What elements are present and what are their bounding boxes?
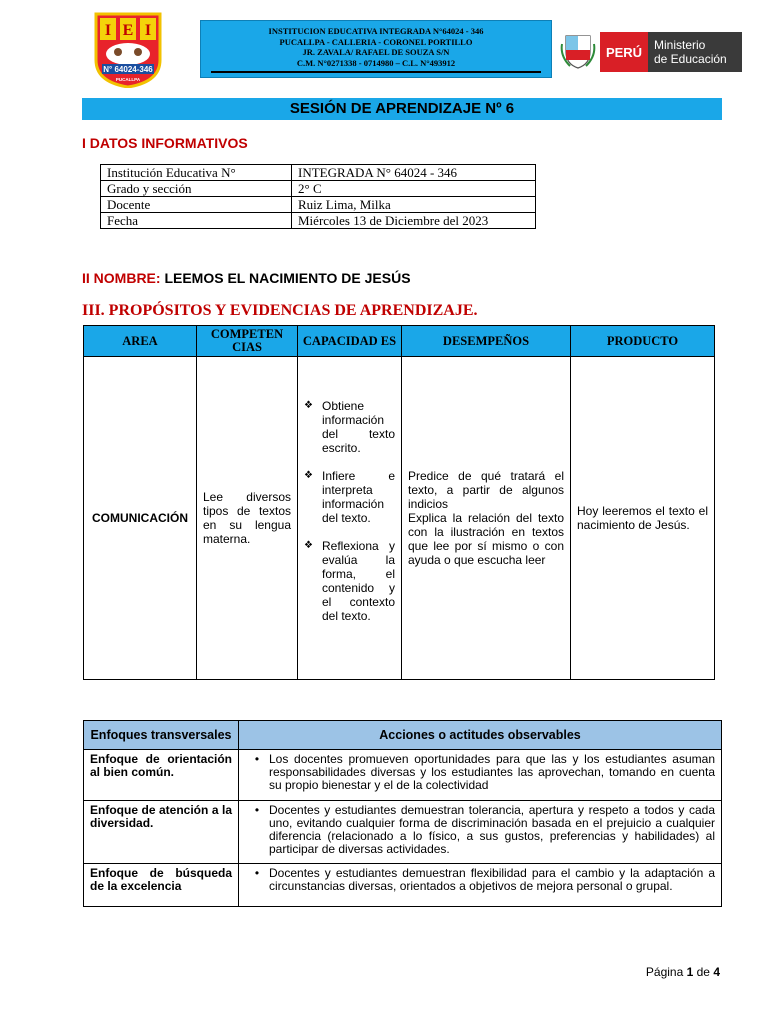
school-logo	[94, 12, 162, 88]
page-prefix: Página	[645, 965, 687, 979]
competencia-cell: Lee diversos tipos de textos en su lengua materna.	[197, 357, 298, 680]
table-row	[84, 750, 722, 801]
ministry-line-1: Ministerio	[654, 38, 706, 52]
enfoque-name: Enfoque de orientación al bien común.	[84, 750, 239, 801]
minedu-logo	[560, 26, 742, 78]
datos-key: Fecha	[101, 213, 292, 229]
enfoque-action-text: Docentes y estudiantes demuestran flexibilidad para el cambio y la adaptación a circunstancias diversas, orientados a objetivos de mejora personal o grupal.	[269, 866, 715, 893]
capacidad-text: Obtiene información del texto escrito.	[322, 399, 395, 455]
desempeno-text: Explica la relación del texto con la ilustración en textos que lee por sí mismo o con ayuda o que escucha leer	[408, 511, 564, 567]
enfoques-table	[83, 720, 722, 907]
datos-value: Ruiz Lima, Milka	[292, 197, 536, 213]
total-pages: 4	[713, 965, 720, 979]
peru-coat-of-arms-icon	[560, 30, 596, 70]
datos-value: Miércoles 13 de Diciembre del 2023	[292, 213, 536, 229]
header-line-1: INSTITUCION EDUCATIVA INTEGRADA N°64024 - 346	[268, 26, 484, 36]
bullet-icon: •	[254, 866, 260, 880]
bullet-icon: •	[254, 803, 260, 817]
institution-header	[200, 20, 552, 78]
datos-table	[100, 164, 536, 229]
header-underline	[211, 71, 541, 73]
section-propositos-heading: III. PROPÓSITOS Y EVIDENCIAS DE APRENDIZAJE.	[82, 302, 478, 319]
table-row	[84, 357, 715, 680]
table-row	[101, 181, 536, 197]
list-item	[304, 539, 395, 623]
diamond-bullet-icon: ❖	[304, 400, 313, 411]
list-item	[304, 469, 395, 525]
section-nombre-value: LEEMOS EL NACIMIENTO DE JESÚS	[164, 270, 411, 286]
table-header-row	[84, 721, 722, 750]
section-datos-heading: I DATOS INFORMATIVOS	[82, 135, 248, 151]
page-title: SESIÓN DE APRENDIZAJE Nº 6	[82, 98, 722, 120]
enfoque-action	[239, 864, 722, 907]
enfoque-action-text: Docentes y estudiantes demuestran tolerancia, apertura y respeto a todos y cada uno, evitando cualquier forma de discriminación basada en el prejuicio a cualquier diferencia (relacionado a lo físico, a sus gustos, preferencias y habilidades) al participar de diversas actividades.	[269, 803, 715, 856]
column-header: PRODUCTO	[571, 326, 715, 357]
capacidad-text: Infiere e interpreta información del texto.	[322, 469, 395, 525]
table-row	[101, 213, 536, 229]
desempenos-cell	[402, 357, 571, 680]
table-row	[84, 801, 722, 864]
header-line-2: PUCALLPA - CALLERIA - CORONEL PORTILLO	[279, 36, 473, 47]
enfoque-action	[239, 750, 722, 801]
logo-code: N° 64024-346	[103, 65, 153, 74]
table-row	[101, 197, 536, 213]
producto-cell: Hoy leeremos el texto el nacimiento de Jesús.	[571, 357, 715, 680]
list-item	[304, 399, 395, 455]
column-header: Enfoques transversales	[84, 721, 239, 750]
datos-value: INTEGRADA N° 64024 - 346	[292, 165, 536, 181]
diamond-bullet-icon: ❖	[304, 470, 313, 481]
logo-city: PUCALLPA	[115, 77, 141, 82]
header-line-3: JR. ZAVALA/ RAFAEL DE SOUZA S/N	[302, 47, 450, 57]
enfoque-name: Enfoque de búsqueda de la excelencia	[84, 864, 239, 907]
datos-key: Grado y sección	[101, 181, 292, 197]
enfoque-action	[239, 801, 722, 864]
desempeno-text: Predice de qué tratará el texto, a partir de algunos indicios	[408, 469, 564, 511]
column-header: COMPETEN CIAS	[197, 326, 298, 357]
logo-letter-3: I	[144, 22, 152, 39]
logo-letter-1: I	[104, 22, 112, 39]
capacidad-text: Reflexiona y evalúa la forma, el contenido y el contexto del texto.	[322, 539, 395, 623]
propositos-table	[83, 325, 715, 680]
enfoque-name: Enfoque de atención a la diversidad.	[84, 801, 239, 864]
column-header: DESEMPEÑOS	[402, 326, 571, 357]
datos-key: Docente	[101, 197, 292, 213]
datos-key: Institución Educativa N°	[101, 165, 292, 181]
header-line-4: C.M. N°0271338 - 0714980 – C.L. N°493912	[296, 57, 456, 68]
current-page: 1	[686, 965, 694, 979]
logo-letter-2: E	[122, 22, 134, 39]
table-row	[84, 864, 722, 907]
bullet-icon: •	[254, 752, 260, 766]
datos-value: 2° C	[292, 181, 536, 197]
page-number	[646, 965, 720, 979]
capacidades-cell	[298, 357, 402, 680]
column-header: CAPACIDAD ES	[298, 326, 402, 357]
section-nombre	[82, 270, 411, 286]
page-mid: de	[693, 965, 714, 979]
section-nombre-label: II NOMBRE:	[82, 270, 161, 286]
table-header-row	[84, 326, 715, 357]
column-header: Acciones o actitudes observables	[239, 721, 722, 750]
peru-brand: PERÚ	[600, 32, 648, 72]
table-row	[101, 165, 536, 181]
ministry-line-2: de Educación	[654, 52, 727, 66]
enfoque-action-text: Los docentes promueven oportunidades para que las y los estudiantes asuman responsabilidades diversas y los estudiantes las aprovechan, tomando en cuenta su propio bienestar y el de la colectividad	[269, 752, 715, 792]
column-header: AREA	[84, 326, 197, 357]
ministry-brand	[648, 32, 742, 72]
area-cell: COMUNICACIÓN	[84, 357, 197, 680]
diamond-bullet-icon: ❖	[304, 540, 313, 551]
